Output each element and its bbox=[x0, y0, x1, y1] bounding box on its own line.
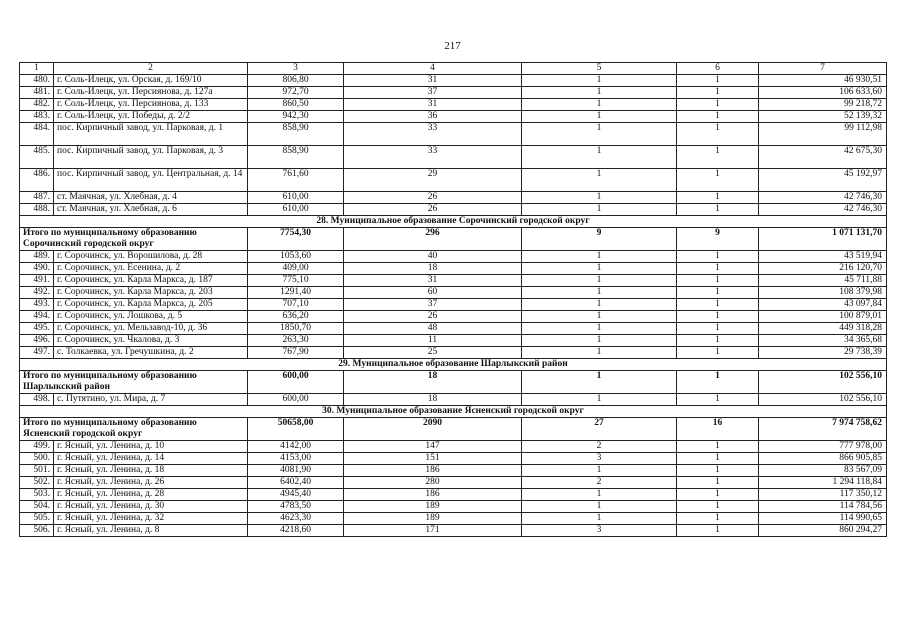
total-col6: 1 bbox=[677, 371, 759, 394]
col5-cell: 1 bbox=[522, 311, 677, 323]
col5-cell: 1 bbox=[522, 75, 677, 87]
cost-cell: 449 318,28 bbox=[759, 323, 887, 335]
col5-cell: 1 bbox=[522, 513, 677, 525]
section-heading-row bbox=[20, 406, 887, 418]
col6-cell: 1 bbox=[677, 204, 759, 216]
col-header: 4 bbox=[344, 63, 522, 75]
col6-cell: 1 bbox=[677, 87, 759, 99]
total-area: 7754,30 bbox=[248, 228, 344, 251]
cost-cell: 216 120,70 bbox=[759, 263, 887, 275]
row-number: 484. bbox=[20, 123, 54, 146]
table-row bbox=[20, 204, 887, 216]
col5-cell: 3 bbox=[522, 525, 677, 537]
col6-cell: 1 bbox=[677, 111, 759, 123]
col4-cell: 31 bbox=[344, 75, 522, 87]
table-row bbox=[20, 335, 887, 347]
table-row bbox=[20, 489, 887, 501]
table-row bbox=[20, 146, 887, 169]
row-number: 489. bbox=[20, 251, 54, 263]
total-col4: 18 bbox=[344, 371, 522, 394]
col6-cell: 1 bbox=[677, 287, 759, 299]
table-row bbox=[20, 477, 887, 489]
col6-cell: 1 bbox=[677, 311, 759, 323]
col4-cell: 48 bbox=[344, 323, 522, 335]
section-title: 29. Муниципальное образование Шарлыкский район bbox=[20, 359, 887, 371]
cost-cell: 99 112,98 bbox=[759, 123, 887, 146]
table-row bbox=[20, 111, 887, 123]
area-cell: 4153,00 bbox=[248, 453, 344, 465]
col5-cell: 1 bbox=[522, 465, 677, 477]
row-number: 481. bbox=[20, 87, 54, 99]
municipality-total-row bbox=[20, 228, 887, 251]
col5-cell: 1 bbox=[522, 111, 677, 123]
total-area: 600,00 bbox=[248, 371, 344, 394]
total-col5: 1 bbox=[522, 371, 677, 394]
cost-cell: 99 218,72 bbox=[759, 99, 887, 111]
col4-cell: 186 bbox=[344, 489, 522, 501]
total-col5: 9 bbox=[522, 228, 677, 251]
col-header: 2 bbox=[54, 63, 248, 75]
section-heading-row bbox=[20, 216, 887, 228]
col6-cell: 1 bbox=[677, 192, 759, 204]
col6-cell: 1 bbox=[677, 99, 759, 111]
address-cell: г. Сорочинск, ул. Карла Маркса, д. 203 bbox=[54, 287, 248, 299]
cost-cell: 777 978,00 bbox=[759, 441, 887, 453]
cost-cell: 100 879,01 bbox=[759, 311, 887, 323]
total-cost: 1 071 131,70 bbox=[759, 228, 887, 251]
col6-cell: 1 bbox=[677, 513, 759, 525]
col4-cell: 37 bbox=[344, 299, 522, 311]
total-cost: 102 556,10 bbox=[759, 371, 887, 394]
area-cell: 858,90 bbox=[248, 146, 344, 169]
cost-cell: 860 294,27 bbox=[759, 525, 887, 537]
table-row bbox=[20, 311, 887, 323]
total-col5: 27 bbox=[522, 418, 677, 441]
col4-cell: 171 bbox=[344, 525, 522, 537]
col5-cell: 1 bbox=[522, 394, 677, 406]
cost-cell: 52 139,32 bbox=[759, 111, 887, 123]
area-cell: 1291,40 bbox=[248, 287, 344, 299]
row-number: 483. bbox=[20, 111, 54, 123]
address-cell: пос. Кирпичный завод, ул. Парковая, д. 1 bbox=[54, 123, 248, 146]
table-row bbox=[20, 453, 887, 465]
col4-cell: 60 bbox=[344, 287, 522, 299]
area-cell: 263,30 bbox=[248, 335, 344, 347]
col4-cell: 31 bbox=[344, 275, 522, 287]
col4-cell: 26 bbox=[344, 192, 522, 204]
address-cell: ст. Маячная, ул. Хлебная, д. 4 bbox=[54, 192, 248, 204]
row-number: 486. bbox=[20, 169, 54, 192]
address-cell: г. Сорочинск, ул. Ворошилова, д. 28 bbox=[54, 251, 248, 263]
col5-cell: 1 bbox=[522, 169, 677, 192]
area-cell: 610,00 bbox=[248, 204, 344, 216]
row-number: 499. bbox=[20, 441, 54, 453]
address-cell: пос. Кирпичный завод, ул. Парковая, д. 3 bbox=[54, 146, 248, 169]
col4-cell: 33 bbox=[344, 123, 522, 146]
cost-cell: 866 905,85 bbox=[759, 453, 887, 465]
address-cell: г. Ясный, ул. Ленина, д. 18 bbox=[54, 465, 248, 477]
col6-cell: 1 bbox=[677, 489, 759, 501]
area-cell: 707,10 bbox=[248, 299, 344, 311]
col5-cell: 1 bbox=[522, 323, 677, 335]
address-cell: пос. Кирпичный завод, ул. Центральная, д. 14 bbox=[54, 169, 248, 192]
column-number-row bbox=[20, 63, 887, 75]
col6-cell: 1 bbox=[677, 251, 759, 263]
section-heading-row bbox=[20, 359, 887, 371]
row-number: 488. bbox=[20, 204, 54, 216]
cost-cell: 114 784,56 bbox=[759, 501, 887, 513]
address-cell: г. Сорочинск, ул. Карла Маркса, д. 187 bbox=[54, 275, 248, 287]
row-number: 485. bbox=[20, 146, 54, 169]
col4-cell: 11 bbox=[344, 335, 522, 347]
col6-cell: 1 bbox=[677, 263, 759, 275]
table-row bbox=[20, 323, 887, 335]
address-cell: г. Соль-Илецк, ул. Персиянова, д. 133 bbox=[54, 99, 248, 111]
col5-cell: 1 bbox=[522, 99, 677, 111]
section-title: 28. Муниципальное образование Сорочинский городской округ bbox=[20, 216, 887, 228]
col6-cell: 1 bbox=[677, 347, 759, 359]
col4-cell: 26 bbox=[344, 204, 522, 216]
area-cell: 775,10 bbox=[248, 275, 344, 287]
municipality-total-row bbox=[20, 418, 887, 441]
address-cell: с. Толкаевка, ул. Гречушкина, д. 2 bbox=[54, 347, 248, 359]
cost-cell: 29 738,39 bbox=[759, 347, 887, 359]
cost-cell: 45 711,88 bbox=[759, 275, 887, 287]
address-cell: г. Соль-Илецк, ул. Победы, д. 2/2 bbox=[54, 111, 248, 123]
area-cell: 860,50 bbox=[248, 99, 344, 111]
address-cell: ст. Маячная, ул. Хлебная, д. 6 bbox=[54, 204, 248, 216]
col-header: 1 bbox=[20, 63, 54, 75]
table-row bbox=[20, 263, 887, 275]
address-cell: г. Сорочинск, ул. Есенина, д. 2 bbox=[54, 263, 248, 275]
row-number: 490. bbox=[20, 263, 54, 275]
table-row bbox=[20, 251, 887, 263]
area-cell: 1053,60 bbox=[248, 251, 344, 263]
col5-cell: 2 bbox=[522, 441, 677, 453]
col5-cell: 1 bbox=[522, 489, 677, 501]
col5-cell: 1 bbox=[522, 347, 677, 359]
total-col4: 2090 bbox=[344, 418, 522, 441]
address-cell: г. Сорочинск, ул. Карла Маркса, д. 205 bbox=[54, 299, 248, 311]
area-cell: 1850,70 bbox=[248, 323, 344, 335]
address-cell: г. Сорочинск, ул. Мельзавод-10, д. 36 bbox=[54, 323, 248, 335]
col4-cell: 151 bbox=[344, 453, 522, 465]
col4-cell: 280 bbox=[344, 477, 522, 489]
address-cell: г. Ясный, ул. Ленина, д. 28 bbox=[54, 489, 248, 501]
col5-cell: 1 bbox=[522, 501, 677, 513]
address-cell: г. Ясный, ул. Ленина, д. 32 bbox=[54, 513, 248, 525]
col-header: 7 bbox=[759, 63, 887, 75]
cost-cell: 83 567,09 bbox=[759, 465, 887, 477]
row-number: 497. bbox=[20, 347, 54, 359]
housing-register-table bbox=[19, 62, 887, 537]
address-cell: г. Ясный, ул. Ленина, д. 8 bbox=[54, 525, 248, 537]
col4-cell: 189 bbox=[344, 513, 522, 525]
page-number: 217 bbox=[444, 40, 461, 52]
total-col6: 9 bbox=[677, 228, 759, 251]
col4-cell: 31 bbox=[344, 99, 522, 111]
row-number: 505. bbox=[20, 513, 54, 525]
total-label: Итого по муниципальному образованию Ясненский городской округ bbox=[20, 418, 248, 441]
row-number: 498. bbox=[20, 394, 54, 406]
area-cell: 761,60 bbox=[248, 169, 344, 192]
area-cell: 600,00 bbox=[248, 394, 344, 406]
section-title: 30. Муниципальное образование Ясненский городской округ bbox=[20, 406, 887, 418]
col-header: 6 bbox=[677, 63, 759, 75]
area-cell: 942,30 bbox=[248, 111, 344, 123]
col6-cell: 1 bbox=[677, 323, 759, 335]
table-row bbox=[20, 75, 887, 87]
row-number: 502. bbox=[20, 477, 54, 489]
table-row bbox=[20, 525, 887, 537]
address-cell: г. Ясный, ул. Ленина, д. 30 bbox=[54, 501, 248, 513]
area-cell: 4218,60 bbox=[248, 525, 344, 537]
row-number: 500. bbox=[20, 453, 54, 465]
table-row bbox=[20, 299, 887, 311]
col4-cell: 189 bbox=[344, 501, 522, 513]
col6-cell: 1 bbox=[677, 169, 759, 192]
cost-cell: 46 930,51 bbox=[759, 75, 887, 87]
total-area: 50658,00 bbox=[248, 418, 344, 441]
col5-cell: 1 bbox=[522, 275, 677, 287]
table-row bbox=[20, 275, 887, 287]
col5-cell: 2 bbox=[522, 477, 677, 489]
area-cell: 4142,00 bbox=[248, 441, 344, 453]
cost-cell: 43 519,94 bbox=[759, 251, 887, 263]
col-header: 3 bbox=[248, 63, 344, 75]
row-number: 494. bbox=[20, 311, 54, 323]
row-number: 501. bbox=[20, 465, 54, 477]
cost-cell: 42 675,30 bbox=[759, 146, 887, 169]
col6-cell: 1 bbox=[677, 525, 759, 537]
area-cell: 4623,30 bbox=[248, 513, 344, 525]
table-row bbox=[20, 513, 887, 525]
cost-cell: 106 633,60 bbox=[759, 87, 887, 99]
address-cell: г. Соль-Илецк, ул. Орская, д. 169/10 bbox=[54, 75, 248, 87]
area-cell: 6402,40 bbox=[248, 477, 344, 489]
col5-cell: 1 bbox=[522, 263, 677, 275]
col6-cell: 1 bbox=[677, 477, 759, 489]
cost-cell: 114 990,65 bbox=[759, 513, 887, 525]
cost-cell: 117 350,12 bbox=[759, 489, 887, 501]
address-cell: с. Путятино, ул. Мира, д. 7 bbox=[54, 394, 248, 406]
col4-cell: 33 bbox=[344, 146, 522, 169]
area-cell: 858,90 bbox=[248, 123, 344, 146]
col6-cell: 1 bbox=[677, 394, 759, 406]
row-number: 487. bbox=[20, 192, 54, 204]
table-row bbox=[20, 99, 887, 111]
row-number: 496. bbox=[20, 335, 54, 347]
table-row bbox=[20, 441, 887, 453]
col4-cell: 40 bbox=[344, 251, 522, 263]
col6-cell: 1 bbox=[677, 335, 759, 347]
address-cell: г. Сорочинск, ул. Чкалова, д. 3 bbox=[54, 335, 248, 347]
cost-cell: 1 294 118,84 bbox=[759, 477, 887, 489]
cost-cell: 42 746,30 bbox=[759, 192, 887, 204]
total-cost: 7 974 758,62 bbox=[759, 418, 887, 441]
cost-cell: 42 746,30 bbox=[759, 204, 887, 216]
area-cell: 4081,90 bbox=[248, 465, 344, 477]
row-number: 503. bbox=[20, 489, 54, 501]
area-cell: 972,70 bbox=[248, 87, 344, 99]
col6-cell: 1 bbox=[677, 123, 759, 146]
area-cell: 610,00 bbox=[248, 192, 344, 204]
area-cell: 636,20 bbox=[248, 311, 344, 323]
col5-cell: 3 bbox=[522, 453, 677, 465]
col5-cell: 1 bbox=[522, 251, 677, 263]
row-number: 493. bbox=[20, 299, 54, 311]
col4-cell: 37 bbox=[344, 87, 522, 99]
table-row bbox=[20, 169, 887, 192]
row-number: 480. bbox=[20, 75, 54, 87]
col4-cell: 36 bbox=[344, 111, 522, 123]
col6-cell: 1 bbox=[677, 146, 759, 169]
col4-cell: 26 bbox=[344, 311, 522, 323]
table-body bbox=[20, 63, 887, 537]
table-row bbox=[20, 394, 887, 406]
address-cell: г. Ясный, ул. Ленина, д. 26 bbox=[54, 477, 248, 489]
col4-cell: 18 bbox=[344, 394, 522, 406]
row-number: 492. bbox=[20, 287, 54, 299]
col4-cell: 29 bbox=[344, 169, 522, 192]
col5-cell: 1 bbox=[522, 192, 677, 204]
col4-cell: 18 bbox=[344, 263, 522, 275]
col6-cell: 1 bbox=[677, 465, 759, 477]
col6-cell: 1 bbox=[677, 275, 759, 287]
col6-cell: 1 bbox=[677, 299, 759, 311]
address-cell: г. Ясный, ул. Ленина, д. 10 bbox=[54, 441, 248, 453]
row-number: 506. bbox=[20, 525, 54, 537]
area-cell: 4783,50 bbox=[248, 501, 344, 513]
total-col4: 296 bbox=[344, 228, 522, 251]
cost-cell: 45 192,97 bbox=[759, 169, 887, 192]
col5-cell: 1 bbox=[522, 204, 677, 216]
col6-cell: 1 bbox=[677, 75, 759, 87]
col6-cell: 1 bbox=[677, 453, 759, 465]
row-number: 491. bbox=[20, 275, 54, 287]
col5-cell: 1 bbox=[522, 287, 677, 299]
table-row bbox=[20, 287, 887, 299]
col5-cell: 1 bbox=[522, 299, 677, 311]
col6-cell: 1 bbox=[677, 501, 759, 513]
col4-cell: 25 bbox=[344, 347, 522, 359]
col-header: 5 bbox=[522, 63, 677, 75]
col5-cell: 1 bbox=[522, 335, 677, 347]
address-cell: г. Сорочинск, ул. Лошкова, д. 5 bbox=[54, 311, 248, 323]
cost-cell: 102 556,10 bbox=[759, 394, 887, 406]
cost-cell: 43 097,84 bbox=[759, 299, 887, 311]
total-col6: 16 bbox=[677, 418, 759, 441]
area-cell: 409,00 bbox=[248, 263, 344, 275]
area-cell: 4945,40 bbox=[248, 489, 344, 501]
cost-cell: 34 365,68 bbox=[759, 335, 887, 347]
col4-cell: 186 bbox=[344, 465, 522, 477]
col5-cell: 1 bbox=[522, 87, 677, 99]
table-row bbox=[20, 123, 887, 146]
row-number: 482. bbox=[20, 99, 54, 111]
col4-cell: 147 bbox=[344, 441, 522, 453]
table-row bbox=[20, 465, 887, 477]
area-cell: 806,80 bbox=[248, 75, 344, 87]
municipality-total-row bbox=[20, 371, 887, 394]
col5-cell: 1 bbox=[522, 146, 677, 169]
table-row bbox=[20, 87, 887, 99]
table-row bbox=[20, 347, 887, 359]
area-cell: 767,90 bbox=[248, 347, 344, 359]
total-label: Итого по муниципальному образованию Сорочинский городской округ bbox=[20, 228, 248, 251]
row-number: 504. bbox=[20, 501, 54, 513]
row-number: 495. bbox=[20, 323, 54, 335]
address-cell: г. Ясный, ул. Ленина, д. 14 bbox=[54, 453, 248, 465]
col5-cell: 1 bbox=[522, 123, 677, 146]
cost-cell: 108 379,98 bbox=[759, 287, 887, 299]
table-row bbox=[20, 192, 887, 204]
table-row bbox=[20, 501, 887, 513]
col6-cell: 1 bbox=[677, 441, 759, 453]
address-cell: г. Соль-Илецк, ул. Персиянова, д. 127а bbox=[54, 87, 248, 99]
total-label: Итого по муниципальному образованию Шарлыкский район bbox=[20, 371, 248, 394]
